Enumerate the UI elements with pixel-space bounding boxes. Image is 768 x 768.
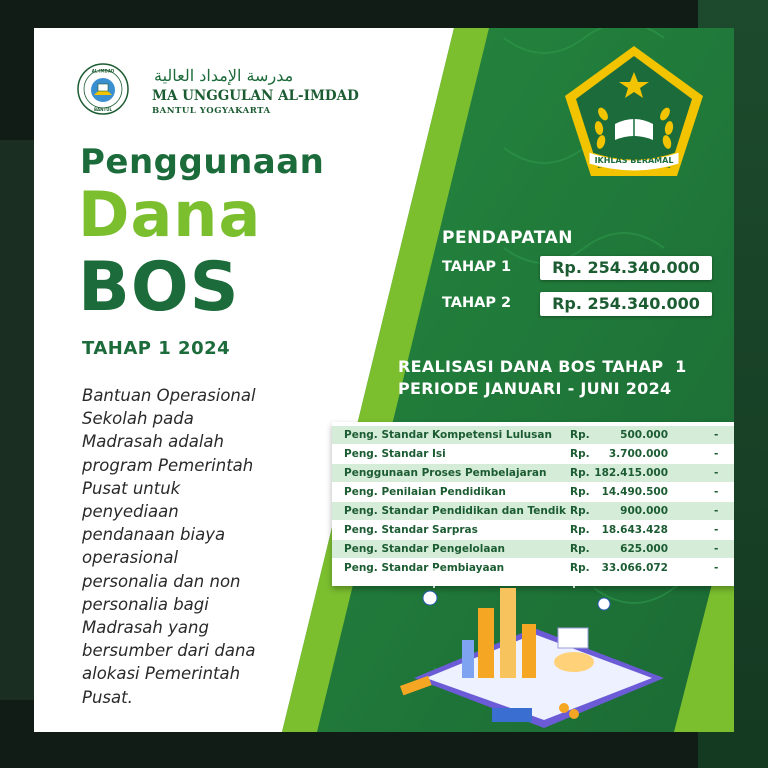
row-amount: 3.700.000: [608, 448, 668, 460]
description-line: Pusat.: [82, 687, 133, 707]
row-amount: 33.066.072: [601, 562, 668, 574]
description-line: Bantuan Operasional: [82, 386, 256, 405]
row-currency: Rp.: [570, 486, 590, 498]
table-row: [332, 464, 734, 482]
table-row: [332, 502, 734, 520]
title-line-2: Dana: [78, 178, 262, 251]
description-line: Sekolah pada: [82, 409, 194, 429]
row-name: Peng. Standar Sarpras: [344, 524, 478, 536]
table-row: [332, 483, 734, 501]
row-dash: -: [714, 562, 719, 574]
row-dash: -: [714, 448, 719, 460]
description-line: Pusat untuk: [82, 478, 181, 498]
realisasi-line-2: PERIODE JANUARI - JUNI 2024: [398, 379, 672, 398]
realisasi-line-1: REALISASI DANA BOS TAHAP 1: [398, 357, 687, 376]
school-logo-top-text: AL-IMDAD: [91, 68, 115, 74]
description-line: personalia dan non: [82, 571, 241, 591]
realisasi-table: [332, 422, 734, 586]
title-line-4: TAHAP 1 2024: [82, 338, 231, 359]
description-line: personalia bagi: [82, 594, 209, 614]
row-name: Peng. Standar Pengelolaan: [344, 543, 506, 555]
title-line-3: BOS: [78, 248, 240, 327]
table-row: [332, 521, 734, 539]
school-logo-bottom-text: BANTUL: [93, 107, 113, 112]
row-amount: 625.000: [620, 543, 668, 555]
row-currency: Rp.: [570, 543, 590, 555]
row-dash: -: [714, 505, 719, 517]
background-ghost-poster-left: [0, 140, 34, 700]
poster: [34, 28, 734, 732]
description-line: program Pemerintah: [82, 455, 254, 475]
row-amount: 900.000: [620, 505, 668, 517]
description-line: Madrasah adalah: [82, 432, 224, 452]
row-amount: 14.490.500: [601, 486, 668, 498]
school-logo: [76, 62, 130, 116]
school-city: BANTUL YOGYAKARTA: [152, 106, 271, 116]
realisasi-heading: [398, 356, 687, 400]
row-currency: Rp.: [570, 562, 590, 574]
description-line: pendanaan biaya: [82, 525, 226, 545]
income-value: Rp. 254.340.000: [540, 256, 712, 280]
description-line: penyediaan: [82, 502, 179, 522]
row-amount: 182.415.000: [594, 467, 668, 479]
row-name: Peng. Standar Pembiayaan: [344, 562, 505, 574]
row-dash: -: [714, 429, 719, 441]
row-currency: Rp.: [570, 448, 590, 460]
title-line-1: Penggunaan: [80, 142, 325, 182]
row-currency: Rp.: [570, 467, 590, 479]
income-title: PENDAPATAN: [442, 228, 573, 248]
row-dash: -: [714, 524, 719, 536]
row-amount: 18.643.428: [601, 524, 668, 536]
table-row: [332, 540, 734, 558]
table-row: [332, 445, 734, 463]
kemenag-ribbon-text: IKHLAS BERAMAL: [594, 156, 674, 165]
finance-illustration: [374, 568, 704, 728]
income-label: TAHAP 1: [442, 259, 512, 275]
row-dash: -: [714, 467, 719, 479]
school-arabic-name: مدرسة الإمداد العالية: [154, 66, 294, 85]
description-line: Madrasah yang: [82, 618, 209, 638]
row-name: Peng. Standar Kompetensi Lulusan: [344, 429, 552, 441]
school-name: MA UNGGULAN AL-IMDAD: [152, 88, 359, 104]
row-dash: -: [714, 486, 719, 498]
row-currency: Rp.: [570, 429, 590, 441]
income-label: TAHAP 2: [442, 295, 512, 311]
income-value: Rp. 254.340.000: [540, 292, 712, 316]
description-line: operasional: [82, 548, 179, 568]
table-row: [332, 426, 734, 444]
row-currency: Rp.: [570, 505, 590, 517]
kemenag-logo: [561, 42, 707, 182]
row-name: Peng. Standar Isi: [344, 448, 446, 460]
description-line: alokasi Pemerintah: [82, 664, 241, 684]
row-name: Peng. Penilaian Pendidikan: [344, 486, 506, 498]
row-dash: -: [714, 543, 719, 555]
row-currency: Rp.: [570, 524, 590, 536]
row-name: Peng. Standar Pendidikan dan Tendik: [344, 505, 566, 517]
row-name: Penggunaan Proses Pembelajaran: [344, 467, 547, 479]
description: [82, 384, 282, 709]
description-line: bersumber dari dana: [82, 641, 256, 661]
row-amount: 500.000: [620, 429, 668, 441]
